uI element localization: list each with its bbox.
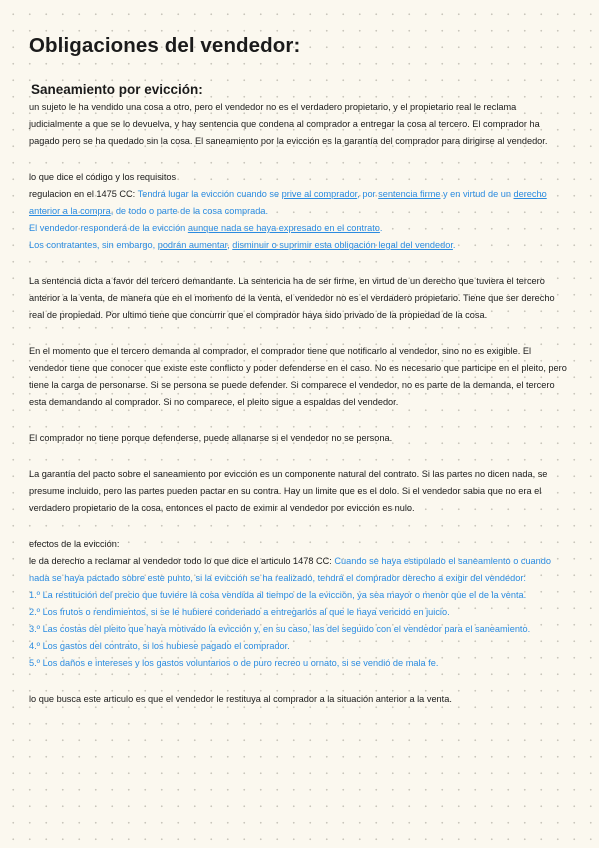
code-heading: lo que dice el código y los requisitos	[29, 172, 177, 182]
underlined-term: aunque nada se haya expresado en el contrato	[187, 223, 380, 233]
efectos-heading: efectos de la evicción:	[29, 539, 120, 549]
underlined-term: derecho anterior a la compra	[29, 189, 547, 216]
allanarse-paragraph: El comprador no tiene porque defenderse, puede allanarse si el vendedor no se persona.	[29, 433, 393, 443]
page-title: Obligaciones del vendedor:	[29, 34, 301, 57]
code-quote-line-2	[29, 220, 571, 237]
garantia-paragraph: La garantía del pacto sobre el saneamiento por evicción es un componente natural del contrato. Si las partes no dicen nada, se presume incluido, pero las partes pueden pactar en su contra. Hay un limite que es el dolo. Si el vendedor sabia que no era el verdadero propietario de la cosa, entonces el pacto de eximir al vendedor por evicción es nulo.	[29, 469, 548, 513]
quote-text: Los contratantes, sin embargo,	[29, 240, 158, 250]
code-block	[29, 169, 571, 254]
underlined-term: podrán aumentar	[157, 240, 228, 250]
quote-text: .	[452, 240, 456, 250]
efectos-block	[29, 536, 571, 672]
code-lead: regulacion en el 1475 CC:	[29, 189, 138, 199]
tercero-paragraph: En el momento que el tercero demanda al comprador, el comprador tiene que notificarlo al vendedor, sino no es exigible. El vendedor tiene que conocer que existe este conflicto y poder defenderse en el caso. No es necesario que participe en el pleito, pero tiene la carga de personarse. Si se persona se puede defender. Si comparece el vendedor, no es parte de la demanda, el tercero esta demandando al comprador. Si no comparece, el pleito sigue a espaldas del vendedor.	[29, 346, 567, 407]
list-item: 4.º Los gastos del contrato, si los hubiese pagado el comprador.	[29, 641, 290, 651]
quote-text: Tendrá lugar la evicción cuando se	[137, 189, 282, 199]
section-title: Saneamiento por evicción:	[31, 82, 203, 97]
code-quote-line-3	[29, 237, 571, 254]
quote-text: ,	[227, 240, 233, 250]
list-item: 2.º Los frutos o rendimientos, si se le hubiere condenado a entregarlos al que le haya vencido en juicio.	[29, 607, 450, 617]
intro-paragraph: un sujeto le ha vendido una cosa a otro, pero el vendedor no es el verdadero propietario, y el propietario real le reclama judicialmente a que se lo devuelva, y hay sentencia que condena al comprador a entregar la cosa al tercero. El comprador ha pagado pero se ha quedado sin la cosa. El saneamiento por la evicción es la garantía del comprador para dirigirse al vendedor.	[29, 102, 548, 146]
quote-text: El vendedor responderá de la evicción	[29, 223, 188, 233]
quote-text: , por	[357, 189, 379, 199]
efectos-quote	[29, 553, 571, 587]
quote-text: Cuando se haya estipulado el saneamiento o cuando nada se haya pactado sobre este punto, si la evicción se ha realizado, tendrá el comprador derecho a exigir del vendedor:	[29, 556, 551, 583]
closing-paragraph: lo que busca este articulo es que el vendedor le restituya al comprador a la situación anterior a la venta.	[29, 694, 452, 704]
list-item: 3.º Las costas del pleito que haya motivado la evicción y, en su caso, las del seguido con el vendedor para el saneamiento.	[29, 624, 531, 634]
underlined-term: sentencia firme	[378, 189, 441, 199]
underlined-term: prive al comprador	[281, 189, 358, 199]
list-item: 1.º La restitución del precio que tuviere la cosa vendida al tiempo de la evicción, ya sea mayor o menor que el de la venta.	[29, 590, 527, 600]
quote-text: .	[379, 223, 383, 233]
efectos-lead: le da derecho a reclamar al vendedor todo lo que dice el articulo 1478 CC:	[29, 556, 335, 566]
sentencia-paragraph: La sentencia dicta a favor del tercero demandante. La sentencia ha de ser firme, en virtud de un derecho que tuviera el tercero anterior a la venta, de manera que en el momento de la venta, el vendedor no es el verdadero propietario. Tiene que ser derecho real de propiedad. Por ultimo tiene que concurrir que el comprador haya sido privado de la propiedad de la cosa.	[29, 276, 555, 320]
quote-text: y en virtud de un	[440, 189, 514, 199]
underlined-term: disminuir o suprimir esta obligación legal del vendedor	[232, 240, 453, 250]
quote-text: , de todo o parte de la cosa comprada.	[110, 206, 269, 216]
list-item: 5.º Los daños e intereses y los gastos voluntarios o de puro recreo u ornato, si se vendió de mala fe.	[29, 658, 439, 668]
code-quote	[29, 186, 571, 220]
